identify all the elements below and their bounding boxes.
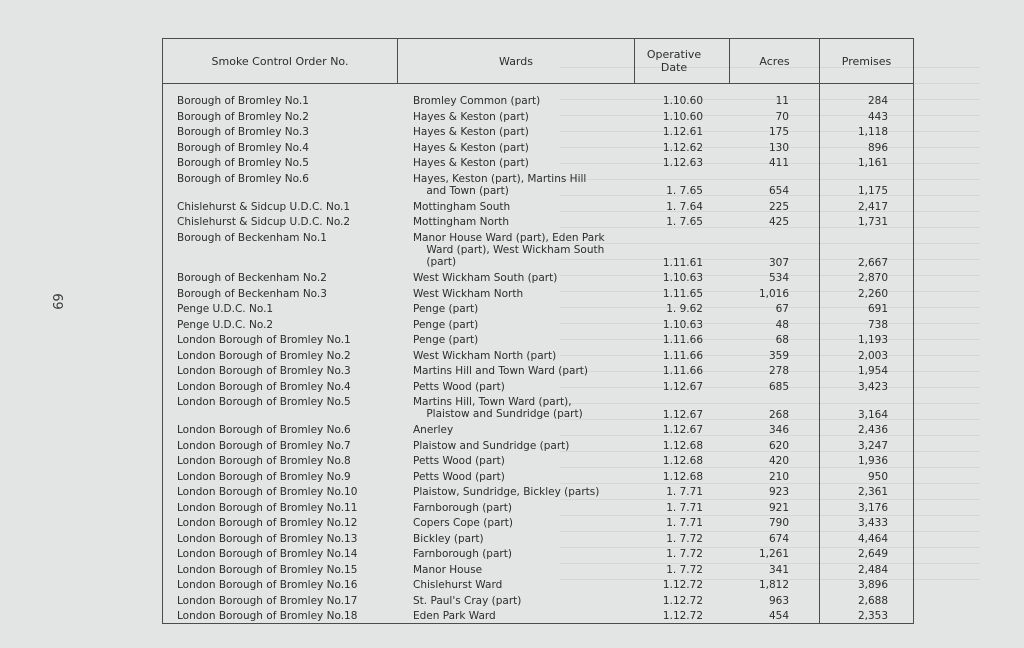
acres-cell: 411	[768, 157, 789, 169]
wards-cell: Mottingham South	[413, 200, 511, 213]
premises-cell: 2,436	[857, 424, 888, 436]
premises-cell: 3,423	[857, 380, 888, 393]
order-cell: London Borough of Bromley No.7	[177, 439, 351, 452]
operative-date-cell: 1.12.68	[662, 455, 703, 467]
wards-cell: Martins Hill and Town Ward (part)	[413, 365, 589, 377]
premises-cell: 2,688	[857, 594, 888, 607]
operative-date-cell: 1.12.62	[662, 141, 703, 154]
premises-cell: 284	[867, 95, 888, 107]
premises-cell: 950	[867, 470, 888, 483]
wards-cell: Hayes & Keston (part)	[413, 157, 529, 169]
order-cell: Borough of Bromley No.3	[177, 126, 309, 138]
column-divider	[634, 39, 635, 83]
premises-cell: 1,175	[857, 185, 888, 197]
premises-cell: 4,464	[857, 532, 888, 545]
operative-date-cell: 1.12.67	[662, 380, 703, 393]
acres-cell: 268	[768, 408, 789, 421]
premises-cell: 2,260	[857, 287, 888, 300]
header-acres: Acres	[759, 54, 790, 68]
operative-date-cell: 1.12.67	[662, 424, 703, 436]
acres-cell: 620	[768, 439, 789, 452]
premises-cell: 2,003	[857, 349, 888, 362]
acres-cell: 11	[775, 95, 789, 107]
acres-cell: 67	[775, 303, 789, 315]
operative-date-cell: 1.11.66	[662, 334, 703, 346]
wards-cell: Mottingham North	[413, 216, 509, 228]
wards-cell: Farnborough (part)	[413, 548, 512, 560]
premises-cell: 2,484	[857, 563, 888, 576]
premises-cell: 1,193	[857, 334, 888, 346]
premises-cell: 1,161	[857, 157, 888, 169]
order-cell: Penge U.D.C. No.2	[177, 318, 274, 331]
operative-date-cell: 1.12.72	[662, 594, 703, 607]
operative-date-cell: 1. 7.65	[666, 216, 703, 228]
order-cell: Borough of Beckenham No.1	[177, 231, 327, 244]
order-cell: London Borough of Bromley No.15	[177, 563, 358, 576]
wards-cell: Bromley Common (part)	[413, 95, 541, 107]
wards-cell: Manor House	[413, 563, 483, 576]
order-cell: London Borough of Bromley No.11	[177, 501, 358, 514]
operative-date-cell: 1.12.63	[662, 157, 703, 169]
operative-date-cell: 1. 7.72	[666, 563, 703, 576]
order-cell: London Borough of Bromley No.14	[177, 548, 358, 560]
acres-cell: 454	[768, 610, 789, 622]
operative-date-cell: 1.12.68	[662, 470, 703, 483]
premises-cell: 2,667	[857, 256, 888, 269]
header-wards: Wards	[499, 54, 533, 68]
order-cell: London Borough of Bromley No.4	[177, 380, 351, 393]
operative-date-cell: 1.10.60	[662, 95, 703, 107]
operative-date-cell: 1.12.61	[662, 126, 703, 138]
order-cell: London Borough of Bromley No.17	[177, 594, 358, 607]
operative-date-cell: 1.10.63	[662, 318, 703, 331]
order-cell: London Borough of Bromley No.12	[177, 517, 358, 529]
operative-date-cell: 1. 7.64	[666, 200, 703, 213]
wards-cell: Anerley	[413, 424, 454, 436]
operative-date-cell: 1. 7.72	[666, 548, 703, 560]
acres-cell: 923	[768, 486, 789, 498]
order-cell: London Borough of Bromley No.5	[177, 396, 351, 408]
acres-cell: 963	[768, 594, 789, 607]
acres-cell: 70	[775, 110, 789, 123]
acres-cell: 425	[768, 216, 789, 228]
premises-cell: 1,118	[857, 126, 888, 138]
wards-cell: West Wickham North	[413, 287, 524, 300]
order-cell: London Borough of Bromley No.8	[177, 455, 351, 467]
acres-cell: 921	[768, 501, 789, 514]
premises-cell: 2,361	[857, 486, 888, 498]
operative-date-cell: 1.10.63	[662, 272, 703, 284]
wards-cell: Plaistow and Sundridge (part)	[413, 439, 570, 452]
page-number: 69	[48, 293, 64, 310]
premises-cell: 896	[867, 141, 888, 154]
acres-cell: 1,812	[758, 579, 789, 591]
acres-cell: 341	[768, 563, 789, 576]
acres-cell: 307	[768, 256, 789, 269]
premises-cell: 1,936	[857, 455, 888, 467]
wards-cell: Petts Wood (part)	[413, 380, 505, 393]
order-cell: Borough of Bromley No.1	[177, 95, 309, 107]
acres-cell: 1,261	[758, 548, 789, 560]
operative-date-cell: 1.10.60	[662, 110, 703, 123]
header-date: Operative Date	[646, 48, 702, 74]
order-cell: Penge U.D.C. No.1	[177, 303, 274, 315]
acres-cell: 210	[768, 470, 789, 483]
order-cell: London Borough of Bromley No.2	[177, 349, 351, 362]
operative-date-cell: 1.12.67	[662, 408, 703, 421]
premises-cell: 1,731	[857, 216, 888, 228]
wards-cell: Petts Wood (part)	[413, 470, 505, 483]
wards-cell: Martins Hill, Town Ward (part), Plaistow and Sundridge (part)	[413, 396, 583, 420]
operative-date-cell: 1.12.72	[662, 610, 703, 622]
wards-cell: West Wickham South (part)	[413, 272, 558, 284]
wards-cell: Hayes & Keston (part)	[413, 141, 529, 154]
premises-cell: 443	[867, 110, 888, 123]
order-cell: London Borough of Bromley No.9	[177, 470, 351, 483]
operative-date-cell: 1.11.61	[662, 256, 703, 269]
operative-date-cell: 1.12.72	[662, 579, 703, 591]
wards-cell: Petts Wood (part)	[413, 455, 505, 467]
operative-date-cell: 1. 7.71	[666, 501, 703, 514]
premises-cell: 3,433	[857, 517, 888, 529]
acres-cell: 359	[768, 349, 789, 362]
acres-cell: 130	[768, 141, 789, 154]
premises-cell: 691	[867, 303, 888, 315]
premises-cell: 2,353	[857, 610, 888, 622]
order-cell: Chislehurst & Sidcup U.D.C. No.1	[177, 200, 351, 213]
acres-cell: 48	[775, 318, 789, 331]
smoke-control-table	[162, 38, 914, 624]
premises-cell: 1,954	[857, 365, 888, 377]
order-cell: London Borough of Bromley No.10	[177, 486, 358, 498]
operative-date-cell: 1.12.68	[662, 439, 703, 452]
order-cell: Borough of Bromley No.4	[177, 141, 309, 154]
acres-cell: 674	[768, 532, 789, 545]
premises-cell: 3,176	[857, 501, 888, 514]
acres-cell: 278	[768, 365, 789, 377]
acres-cell: 790	[768, 517, 789, 529]
operative-date-cell: 1.11.66	[662, 349, 703, 362]
operative-date-cell: 1. 7.72	[666, 532, 703, 545]
wards-cell: Plaistow, Sundridge, Bickley (parts)	[413, 486, 600, 498]
operative-date-cell: 1.11.66	[662, 365, 703, 377]
order-cell: London Borough of Bromley No.3	[177, 365, 351, 377]
order-cell: London Borough of Bromley No.6	[177, 424, 351, 436]
order-cell: London Borough of Bromley No.1	[177, 334, 351, 346]
wards-cell: Penge (part)	[413, 334, 479, 346]
operative-date-cell: 1. 7.65	[666, 185, 703, 197]
operative-date-cell: 1. 7.71	[666, 486, 703, 498]
wards-cell: Chislehurst Ward	[413, 579, 503, 591]
operative-date-cell: 1. 7.71	[666, 517, 703, 529]
wards-cell: Copers Cope (part)	[413, 517, 513, 529]
wards-cell: Manor House Ward (part), Eden Park Ward (part), West Wickham South (part)	[413, 231, 605, 268]
wards-cell: Hayes & Keston (part)	[413, 126, 529, 138]
premises-cell: 738	[867, 318, 888, 331]
acres-cell: 175	[768, 126, 789, 138]
operative-date-cell: 1. 9.62	[666, 303, 703, 315]
acres-cell: 685	[768, 380, 789, 393]
wards-cell: Bickley (part)	[413, 532, 484, 545]
wards-cell: Penge (part)	[413, 303, 479, 315]
order-cell: Borough of Beckenham No.2	[177, 272, 327, 284]
wards-cell: Hayes & Keston (part)	[413, 110, 529, 123]
premises-cell: 2,417	[857, 200, 888, 213]
order-cell: London Borough of Bromley No.16	[177, 579, 358, 591]
wards-cell: Penge (part)	[413, 318, 479, 331]
order-cell: London Borough of Bromley No.18	[177, 610, 358, 622]
premises-cell: 3,896	[857, 579, 888, 591]
order-cell: Chislehurst & Sidcup U.D.C. No.2	[177, 216, 351, 228]
acres-cell: 225	[768, 200, 789, 213]
premises-cell: 3,247	[857, 439, 888, 452]
header-premises: Premises	[841, 54, 892, 68]
acres-cell: 1,016	[758, 287, 789, 300]
header-order: Smoke Control Order No.	[211, 54, 349, 68]
order-cell: Borough of Bromley No.2	[177, 110, 309, 123]
acres-cell: 654	[768, 185, 789, 197]
operative-date-cell: 1.11.65	[662, 287, 703, 300]
acres-cell: 420	[768, 455, 789, 467]
wards-cell: West Wickham North (part)	[413, 349, 557, 362]
acres-cell: 346	[768, 424, 789, 436]
premises-cell: 3,164	[857, 408, 888, 421]
acres-cell: 68	[775, 334, 789, 346]
header-rule	[163, 83, 913, 84]
wards-cell: Farnborough (part)	[413, 501, 512, 514]
order-cell: London Borough of Bromley No.13	[177, 532, 358, 545]
premises-cell: 2,870	[857, 272, 888, 284]
premises-cell: 2,649	[857, 548, 888, 560]
order-cell: Borough of Bromley No.5	[177, 157, 309, 169]
wards-cell: Eden Park Ward	[413, 610, 496, 622]
wards-cell: Hayes, Keston (part), Martins Hill and Town (part)	[413, 172, 587, 197]
order-cell: Borough of Bromley No.6	[177, 172, 309, 185]
wards-cell: St. Paul's Cray (part)	[413, 594, 522, 607]
order-cell: Borough of Beckenham No.3	[177, 287, 327, 300]
acres-cell: 534	[768, 272, 789, 284]
